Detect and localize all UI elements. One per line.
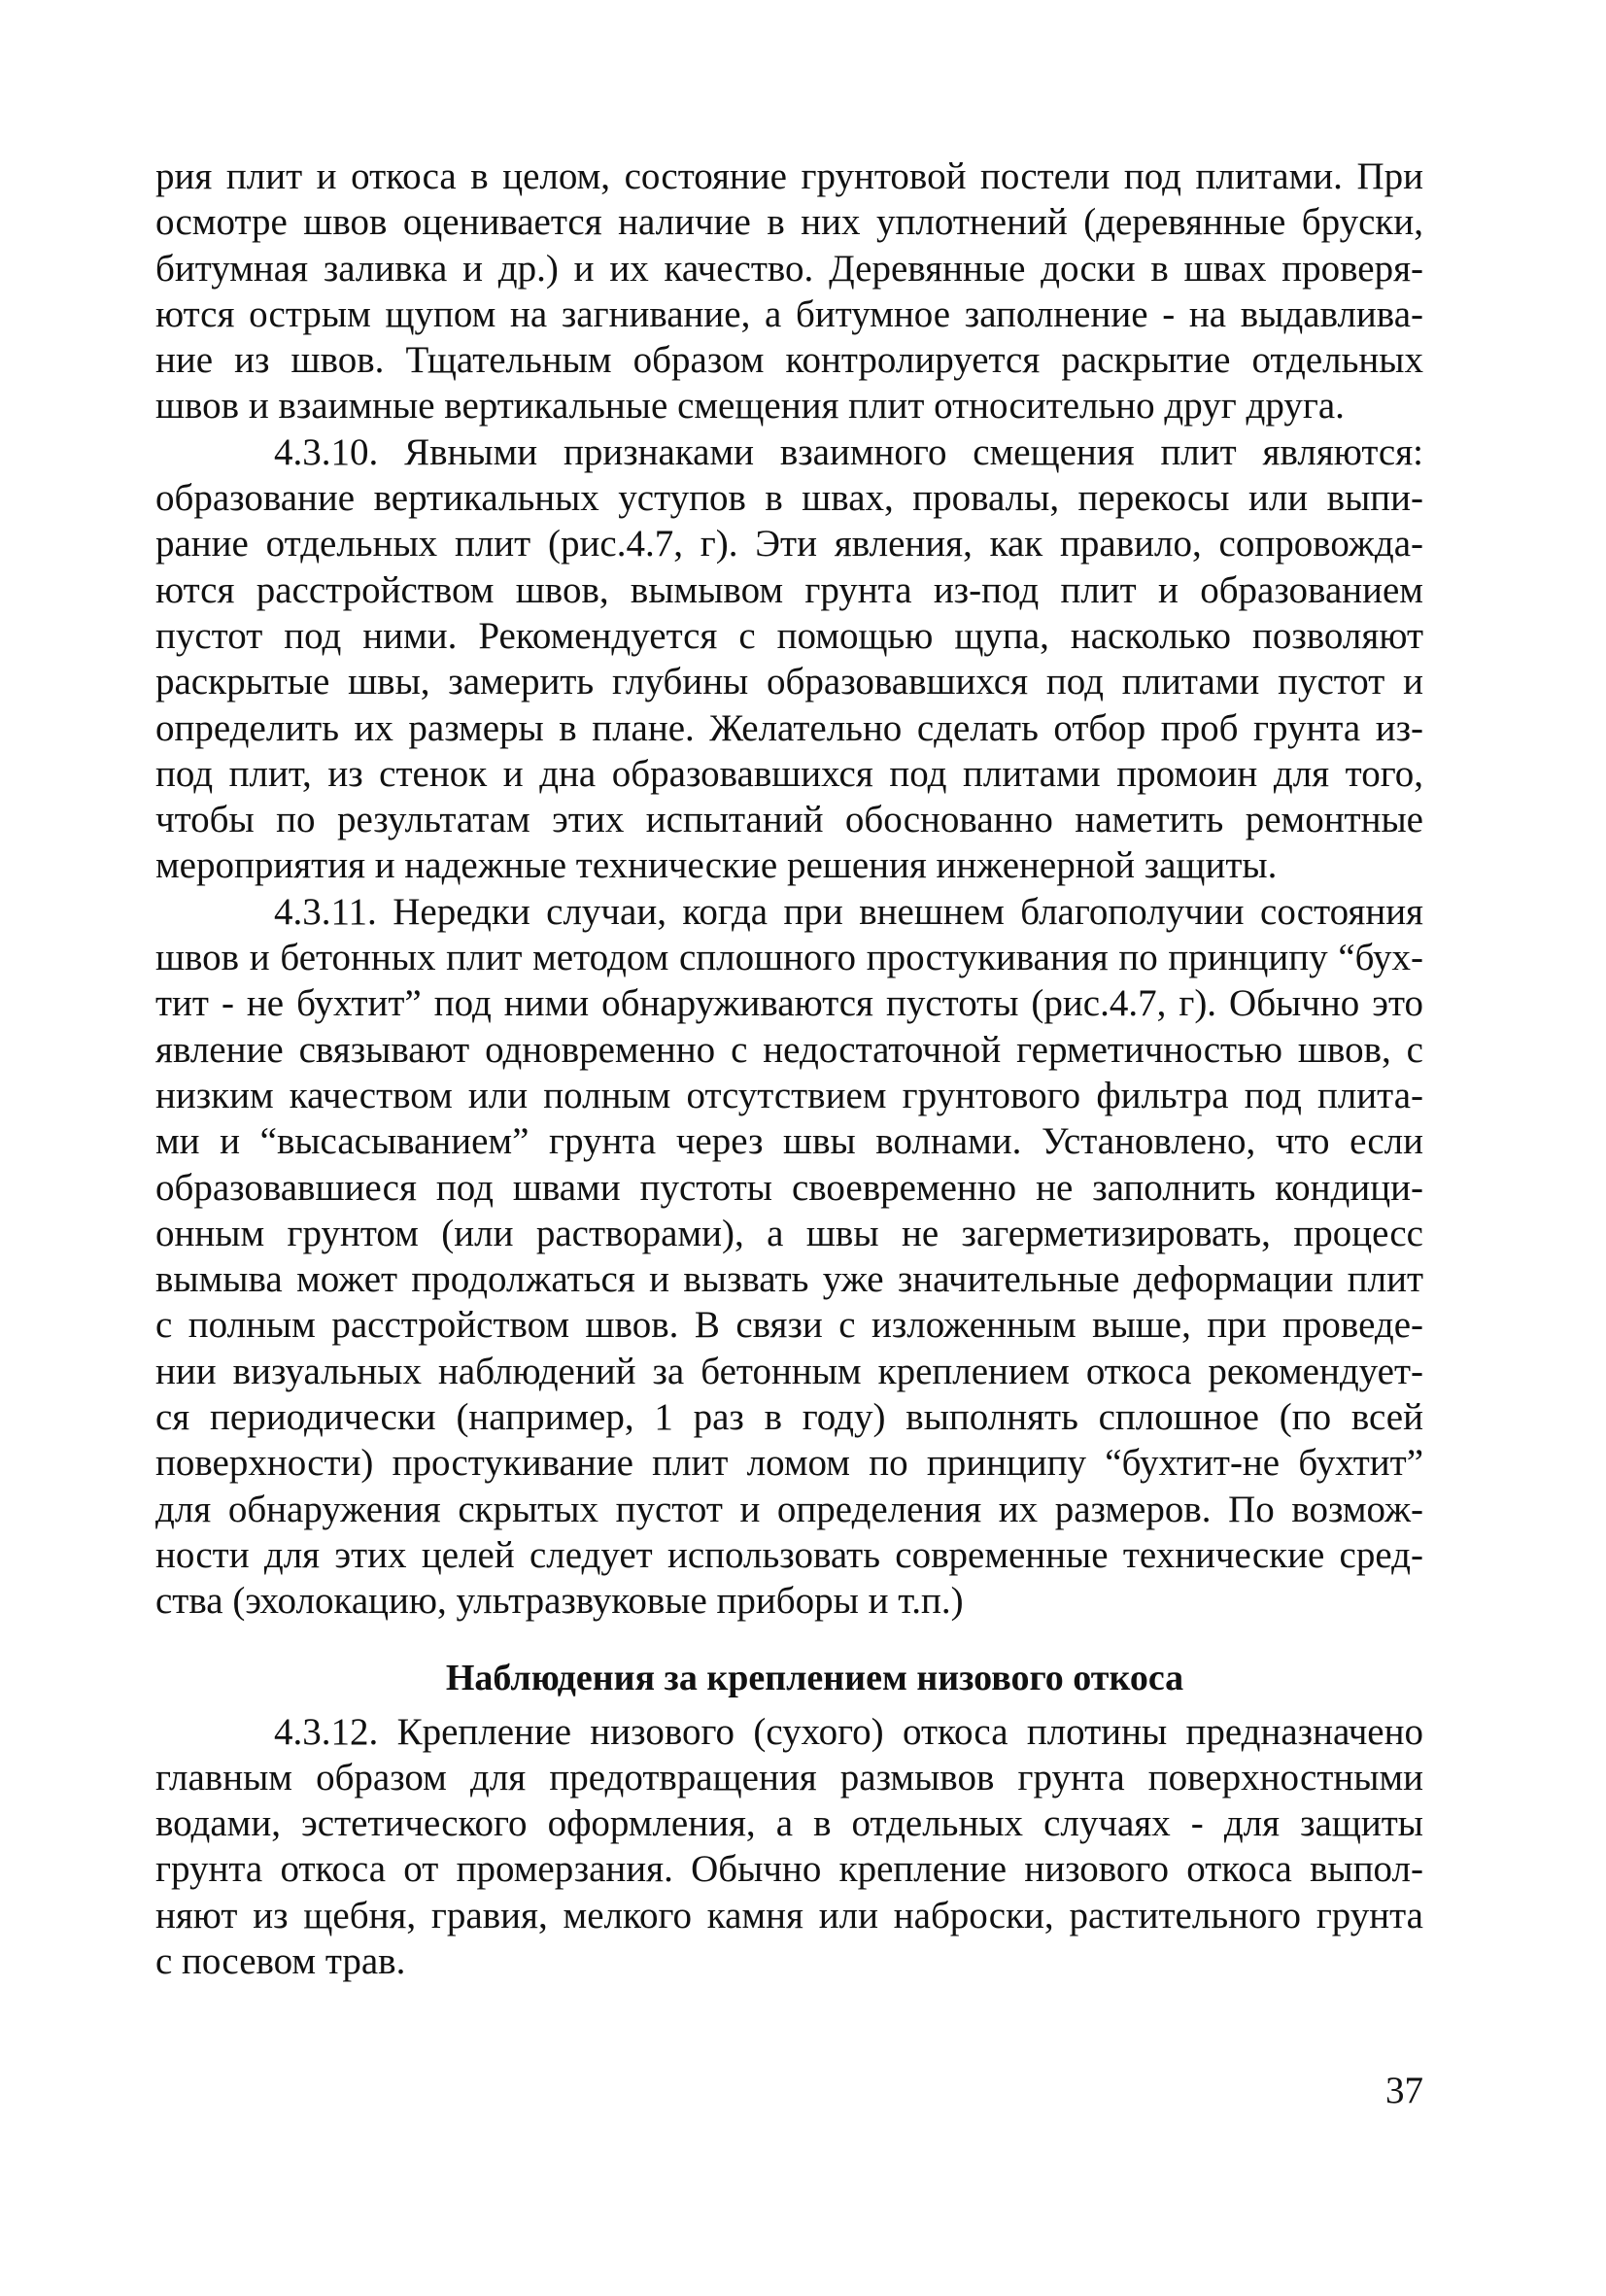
paragraph-p1	[155, 154, 1423, 429]
text-line: водами, эстетического оформления, а в отдельных случаях - для защиты	[155, 1802, 1423, 1845]
text-line: под плит, из стенок и дна образовавшихся под плитами промоин для того,	[155, 752, 1423, 795]
text-line: ся периодически (например, 1 раз в году) выполнять сплошное (по всей	[155, 1396, 1423, 1439]
text-line: поверхности) простукивание плит ломом по принципу “бухтит-не бухтит”	[155, 1442, 1423, 1485]
text-before-heading	[155, 154, 1423, 1625]
text-line: раскрытые швы, замерить глубины образовавшихся под плитами пустот и	[155, 661, 1423, 703]
page-body	[155, 154, 1423, 1984]
text-line: мероприятия и надежные технические решения инженерной защиты.	[155, 844, 1278, 887]
text-line: 4.3.11. Нередки случаи, когда при внешнем благополучии состояния	[274, 890, 1423, 933]
text-line: определить их размеры в плане. Желательно сделать отбор проб грунта из-	[155, 706, 1423, 749]
text-line: для обнаружения скрытых пустот и определения их размеров. По возмож-	[155, 1488, 1423, 1530]
text-after-heading	[155, 1709, 1423, 1985]
page-number: 37	[1385, 2070, 1423, 2111]
text-line: 4.3.12. Крепление низового (сухого) откоса плотины предназначено	[274, 1710, 1423, 1753]
text-line: рия плит и откоса в целом, состояние грунтовой постели под плитами. При	[155, 155, 1423, 197]
text-line: ми и “высасыванием” грунта через швы волнами. Установлено, что если	[155, 1120, 1423, 1163]
text-line: онным грунтом (или растворами), а швы не загерметизировать, процесс	[155, 1212, 1423, 1254]
text-line: грунта откоса от промерзания. Обычно крепление низового откоса выпол-	[155, 1848, 1423, 1891]
text-line: няют из щебня, гравия, мелкого камня или наброски, растительного грунта	[155, 1894, 1423, 1936]
text-line: 4.3.10. Явными признаками взаимного смещения плит являются:	[274, 430, 1423, 473]
text-line: с посевом трав.	[155, 1939, 406, 1982]
text-line: чтобы по результатам этих испытаний обоснованно наметить ремонтные	[155, 799, 1423, 841]
text-line: рание отдельных плит (рис.4.7, г). Эти явления, как правило, сопровожда-	[155, 523, 1423, 565]
text-line: главным образом для предотвращения размывов грунта поверхностными	[155, 1756, 1423, 1799]
text-line: явление связывают одновременно с недостаточной герметичностью швов, с	[155, 1028, 1423, 1071]
text-line: образование вертикальных уступов в швах, провалы, перекосы или выпи-	[155, 477, 1423, 520]
text-line: ются расстройством швов, вымывом грунта из-под плит и образованием	[155, 568, 1423, 611]
text-line: ности для этих целей следует использовать современные технические сред-	[155, 1533, 1423, 1576]
text-line: пустот под ними. Рекомендуется с помощью щупа, насколько позволяют	[155, 614, 1423, 657]
text-line: швов и взаимные вертикальные смещения плит относительно друг друга.	[155, 385, 1345, 428]
paragraph-p4	[155, 1709, 1423, 1985]
text-line: осмотре швов оценивается наличие в них уплотнений (деревянные бруски,	[155, 201, 1423, 244]
text-line: образовавшиеся под швами пустоты своевременно не заполнить кондици-	[155, 1166, 1423, 1209]
text-line: тит - не бухтит” под ними обнаруживаются пустоты (рис.4.7, г). Обычно это	[155, 982, 1423, 1025]
text-line: битумная заливка и др.) и их качество. Деревянные доски в швах проверя-	[155, 247, 1423, 290]
text-line: ются острым щупом на загнивание, а битумное заполнение - на выдавлива-	[155, 292, 1423, 335]
text-line: швов и бетонных плит методом сплошного простукивания по принципу “бух-	[155, 937, 1423, 979]
text-line: нии визуальных наблюдений за бетонным креплением откоса рекомендует-	[155, 1350, 1423, 1392]
text-line: с полным расстройством швов. В связи с изложенным выше, при проведе-	[155, 1304, 1423, 1347]
section-heading: Наблюдения за креплением низового откоса	[445, 1657, 1184, 1698]
paragraph-p3	[155, 889, 1423, 1625]
text-line: вымыва может продолжаться и вызвать уже значительные деформации плит	[155, 1258, 1423, 1301]
text-line: ства (эхолокацию, ультразвуковые приборы и т.п.)	[155, 1580, 964, 1623]
text-line: ние из швов. Тщательным образом контролируется раскрытие отдельных	[155, 339, 1423, 382]
paragraph-p2	[155, 429, 1423, 889]
text-line: низким качеством или полным отсутствием грунтового фильтра под плита-	[155, 1074, 1423, 1116]
